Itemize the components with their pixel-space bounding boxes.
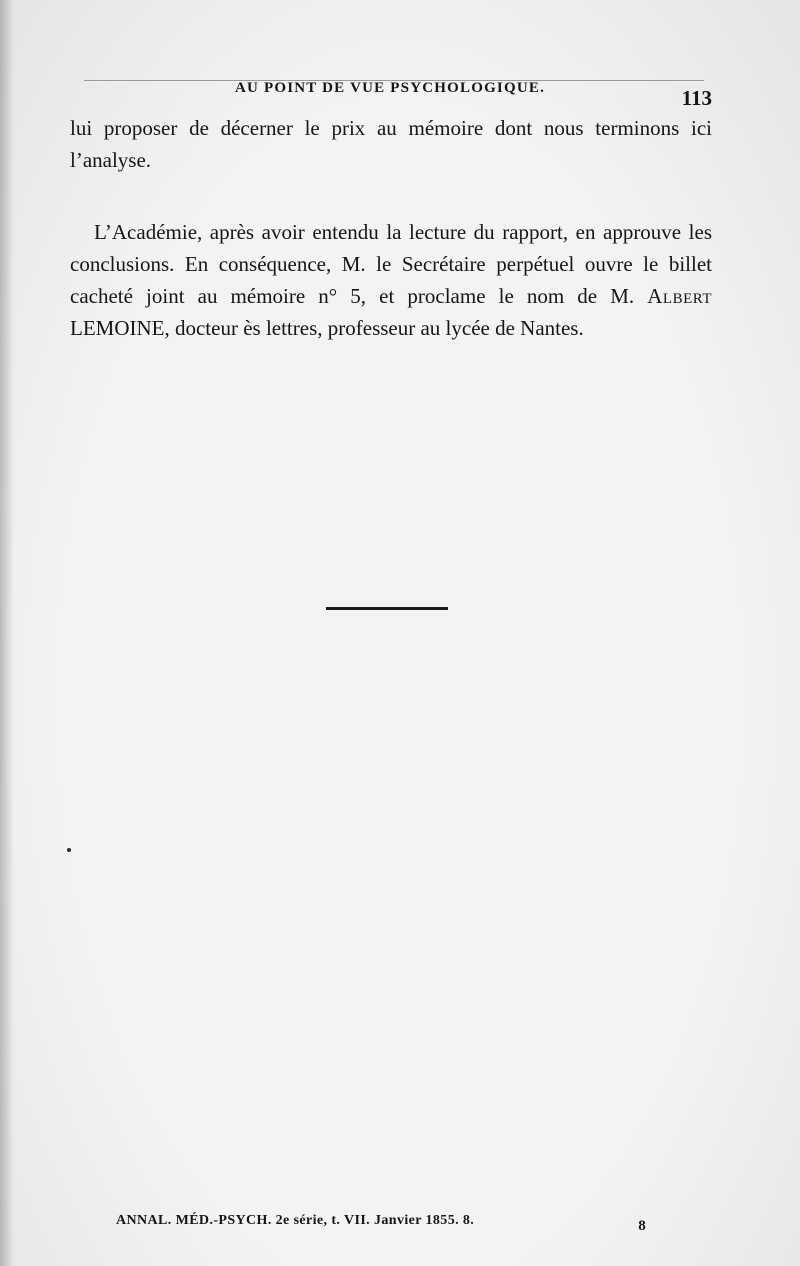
running-head: AU POINT DE VUE PSYCHOLOGIQUE. <box>234 80 546 96</box>
laureate-first-name: Albert <box>647 284 712 308</box>
section-end-rule <box>326 607 448 610</box>
footer-signature: ANNAL. MÉD.-PSYCH. 2e série, t. VII. Janvier 1855. 8. <box>116 1213 475 1228</box>
ink-speck <box>67 848 71 852</box>
decision-text-start: L’Académie, après avoir entendu la lecture du rapport, en approuve les conclusions. En conséquence, M. le Secrétaire perpétuel ouvre le billet cacheté joint au mémoire n° 5, et proclame le nom de M. <box>70 220 712 308</box>
page-edge-shadow <box>0 0 14 1266</box>
footer-sheet-number: 8 <box>638 1218 646 1234</box>
paragraph-academy-decision <box>70 216 712 344</box>
page-number: 113 <box>681 86 712 110</box>
laureate-last-name: LEMOINE <box>70 316 165 340</box>
decision-text-end: , docteur ès lettres, professeur au lycée de Nantes. <box>164 316 584 340</box>
paragraph-continuation: lui proposer de décerner le prix au mémoire dont nous terminons ici l’analyse. <box>70 116 712 172</box>
